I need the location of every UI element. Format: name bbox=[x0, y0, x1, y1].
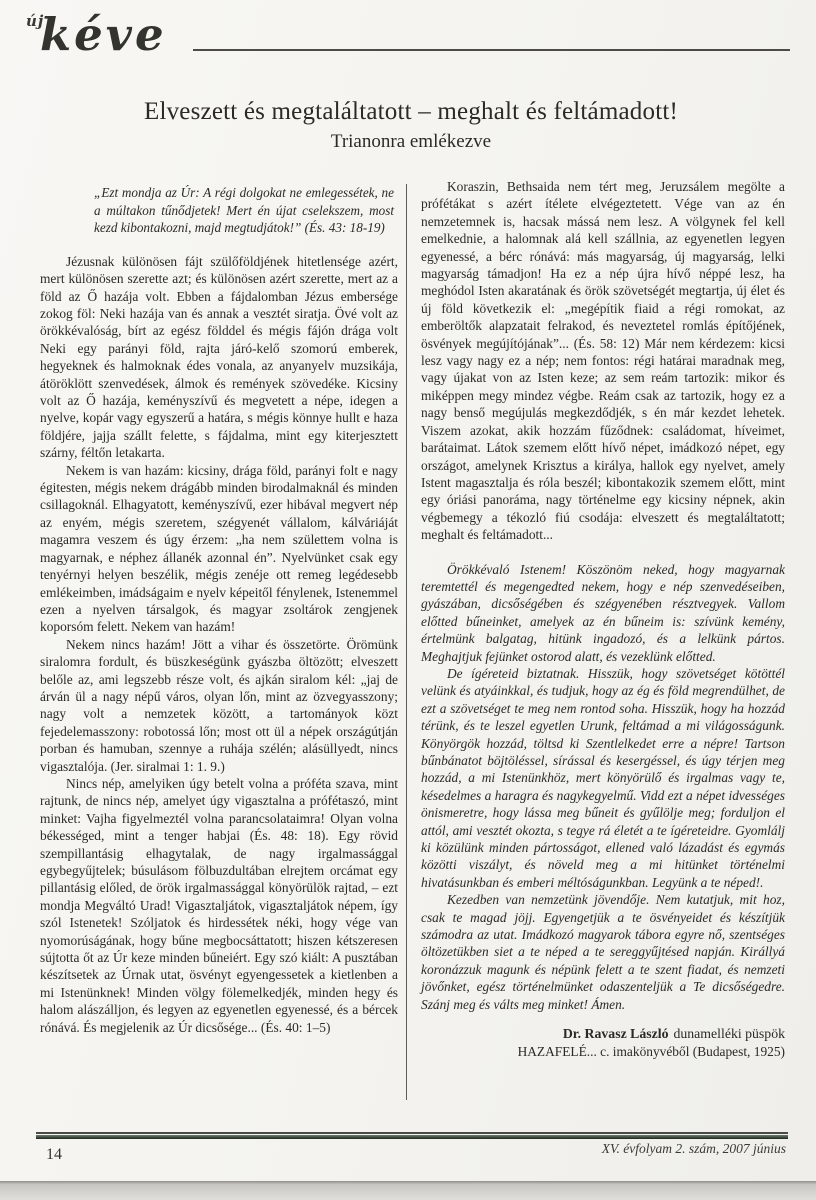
masthead-logo-uj: új bbox=[26, 12, 45, 30]
masthead-logo-keve: kéve bbox=[40, 8, 167, 61]
left-column bbox=[40, 182, 398, 1036]
body-paragraph: Nekem is van hazám: kicsiny, drága föld, parányi folt e nagy égitesten, mégis nekem drágább minden birodalmaknál és minden csillagoknál. Elhagyatott, keményszívű, ezer hibával megvert nép az enyém, mégis szeretem, szégyenét vállalom, kálváriáját magamra veszem és úgy érzem: „ha nem születtem volna is magyarnak, e néphez állanék azonnal én”. Nyelvünket csak egy tenyérnyi helyen beszélik, mégis zenéje ott remeg legédesebb emlékeimben, imádságaim e nyelv képeitől fénylenek, Istenemmel ezen a nyelven társalgok, és magyar zsoltárok zengjenek koporsóm felett. Nekem van hazám! bbox=[40, 462, 398, 635]
article-subtitle: Trianonra emlékezve bbox=[330, 131, 492, 152]
attribution-author: Dr. Ravasz László bbox=[562, 1026, 669, 1042]
footer-rule-thick bbox=[36, 1135, 788, 1139]
footer-rule bbox=[36, 1132, 788, 1139]
article-body bbox=[40, 178, 786, 1130]
body-paragraph: Nekem nincs hazám! Jött a vihar és összetörte. Örömünk siralomra fordult, és büszkeségünk gyászba öltözött; elveszett belőle az, ami legszebb része volt, és ajkán siralom kél: „jaj de árván ül a nagy népű város, olyan lőn, mint az özvegyasszony; nagy volt a nemzetek között, a tartományok közt fejedelemasszony: robotossá lőn; most ott ül a népek országútján porban és hamuban, szennye a ruhája szélén; alásüllyedt, nincs vigasztalója. (Jer. siralmai 1: 1. 9.) bbox=[40, 636, 398, 774]
title-block bbox=[36, 98, 786, 153]
scripture-quote: „Ezt mondja az Úr: A régi dolgokat ne emlegessétek, ne a múltakon tűnődjetek! Mert én újat cselekszem, most kezd kibontakozni, majd megtudjátok!” (És. 43: 18-19) bbox=[94, 185, 394, 236]
prayer-paragraph: Kezedben van nemzetünk jövendője. Nem kutatjuk, mit hoz, csak te magad jöjj. Egyengetjük a te ösvényeidet és készítjük számodra az utat. Imádkozó magyarok tábora egyre nő, szentséges öltözetükben siet a te néped a te sereggyűjtésed napján. Királlyá koronázzuk magunk és népünk felett a te szent fiadat, és nemzeti jövőnket, egész történelmünket odaszenteljük a Te dicsőségedre. Szánj meg és válts meg minket! Ámen. bbox=[421, 892, 785, 1012]
attribution-author-suffix: dunamelléki püspök bbox=[673, 1026, 785, 1042]
prayer-paragraph: Örökkévaló Istenem! Köszönöm neked, hogy magyarnak teremtettél és megengedted nekem, hogy e nép szenvedéseiben, gyászában, dicsőségében és szégyenében résztvegyek. Vallom előtted bűneinket, amelyek az én bűneim is: szívünk kemény, értelmünk balgatag, hitünk ingadozó, és a lelkünk pártos. Meghajtjuk fejünket ostorod alatt, és vezeklünk előtted. bbox=[421, 561, 785, 664]
body-paragraph: Jézusnak különösen fájt szülőföldjének hitetlensége azért, mert különösen szerette azt; és különösen azért szerette, mert az a föld az Ő hazája volt. Ebben a fájdalomban Jézus embersége zokog föl: Neki hazája van és annak a vesztét siratja. Övé volt az örökkévalóság, bírt az egész földdel és mégis fájón drága volt Neki egy parányi föld, rajta járó-kelő szomorú emberek, hegyeknek és halmoknak édes vonala, az anyanyelv muzsikája, átöröklött szenvedések, álmok és remények szövedéke. Kicsiny volt az Ő hazája, keményszívű és megvetett a népe, idegen a nyelve, kopár vagy egyszerű a határa, s mégis könnye hullt e haza földjére, jajja szállt felette, s fájdalma, mint egy kiterjesztett szárny, féltőn letakarta. bbox=[40, 253, 398, 461]
masthead-rule bbox=[193, 49, 790, 51]
article-title: Elveszett és megtaláltatott – meghalt és feltámadott! bbox=[143, 98, 679, 125]
body-paragraph: Nincs nép, amelyiken úgy betelt volna a próféta szava, mint rajtunk, de nincs nép, amelyet úgy vigasztalna a prófétaszó, mint minket: Vajha figyelmeztél volna parancsolataimra! Olyan volna békességed, mint a tenger habjai (És. 48: 18). Egy rövid szempillantásig elhagytalak, de nagy irgalmassággal egybegyűjtelek; búsulásom fölbuzdultában elrejtem orcámat egy pillantásig előled, de örök irgalmassággal könyörülök rajtad, – ezt mondja Megváltó Urad! Vigasztaljátok, vigasztaljátok népem, így szól Istenetek! Szóljatok és hirdessétek néki, hogy vége van nyomorúságának, hogy bűne megbocsáttatott; hiszen kétszeresen sújtotta őt az Úr keze minden bűneiért. Egy szó kiált: A pusztában készítsetek az Úrnak utat, ösvényt egyengessetek a kietlenben a mi Istenünknek! Minden völgy fölemelkedjék, minden hegy és halom alászálljon, és legyen az egyenetlen egyenessé, és a bércek rónává. És megjelenik az Úr dicsősége... (És. 40: 1–5) bbox=[40, 775, 398, 1035]
prayer-paragraph: De ígéreteid biztatnak. Hisszük, hogy szövetséget kötöttél velünk és atyáinkkal, és tudjuk, hogy az ég és föld megrendülhet, de ezt a szövetséget te meg nem rontod soha. Hisszük, hogy ha hozzád térünk, és te leszel egyetlen Urunk, feltámad a mi világosságunk. Könyörgök hozzád, töltsd ki Szentlelkedet erre a népre! Tartson bűnbánatot böjtöléssel, sírással és kesergéssel, és úgy térjen meg hozzád, a mi Istenünkhöz, mert könyörülő és irgalmas vagy te, késedelmes a haragra és nagykegyelmű. Vidd ezt a népet idvességes önismeretre, hogy lássa meg bűneit és gyűlölje meg; forduljon el attól, ami vesztét okozta, s tegye rá életét a te ígéreteidre. Gyomlálj ki közülünk minden pártosságot, ellened való lázadást és egymás közötti viszályt, és növeld meg a mi hitünket történelmi hivatásunkban és emberi méltóságunkban. Legyünk a te néped!. bbox=[421, 665, 785, 890]
issue-info: XV. évfolyam 2. szám, 2007 június bbox=[601, 1141, 786, 1156]
prayer-section bbox=[421, 561, 785, 1014]
right-column bbox=[421, 178, 785, 1061]
body-paragraph: Koraszin, Bethsaida nem tért meg, Jeruzsálem megölte a prófétákat s azért ítélete elvégeztetett. Vége van az én nemzetemnek is, hacsak mássá nem lesz. A völgynek fel kell emelkednie, a halomnak alá kell szállnia, az egyenetlen legyen egyenessé, a bérc rónává: más magyarság, új magyarság, lelki magyarság támadjon! Ha ez a nép újra hívő néppé lesz, ha meghódol Isten akaratának és örök szövetségét megtartja, új élet és új föld következik el: „megépítik fiaid a régi romokat, az emberöltők alapzatait felrakod, és neveztetel romlás építőjének, ösvények megújítójának”... (És. 58: 12) Már nem kérdezem: kicsi lesz vagy nagy ez a nép; nem fontos: régi határai maradnak meg, vagy újakat von az Isten keze; az sem reám tartozik: mikor és miképpen megy mindez végbe. Reám csak az tartozik, hogy ez a nagy benső megújulás megkezdődjék, s én már kezdet lehetek. Viszem azokat, akik hozzám fűződnek: családomat, híveimet, barátaimat. Látok szemem előtt hívő népet, imádkozó népet, egy országot, amelynek Krisztus a királya, hallok egy nyelvet, amely Istent magasztalja és róla beszél; kibontakozik szemem előtt, mint egy óriási panoráma, nagy történelme egy kicsiny népnek, akin végbemegy a tékozló fiú csodája: elveszett és megtaláltatott; meghalt és feltámadott... bbox=[421, 179, 785, 543]
page-number: 14 bbox=[46, 1146, 62, 1163]
attribution bbox=[421, 1025, 785, 1061]
attribution-author-line bbox=[421, 1025, 785, 1043]
footer-rule-thin bbox=[36, 1132, 788, 1134]
attribution-source: HAZAFELÉ... c. imakönyvéből (Budapest, 1925) bbox=[517, 1044, 785, 1060]
column-divider bbox=[406, 184, 407, 1100]
page-edge-shadow bbox=[0, 1181, 816, 1200]
